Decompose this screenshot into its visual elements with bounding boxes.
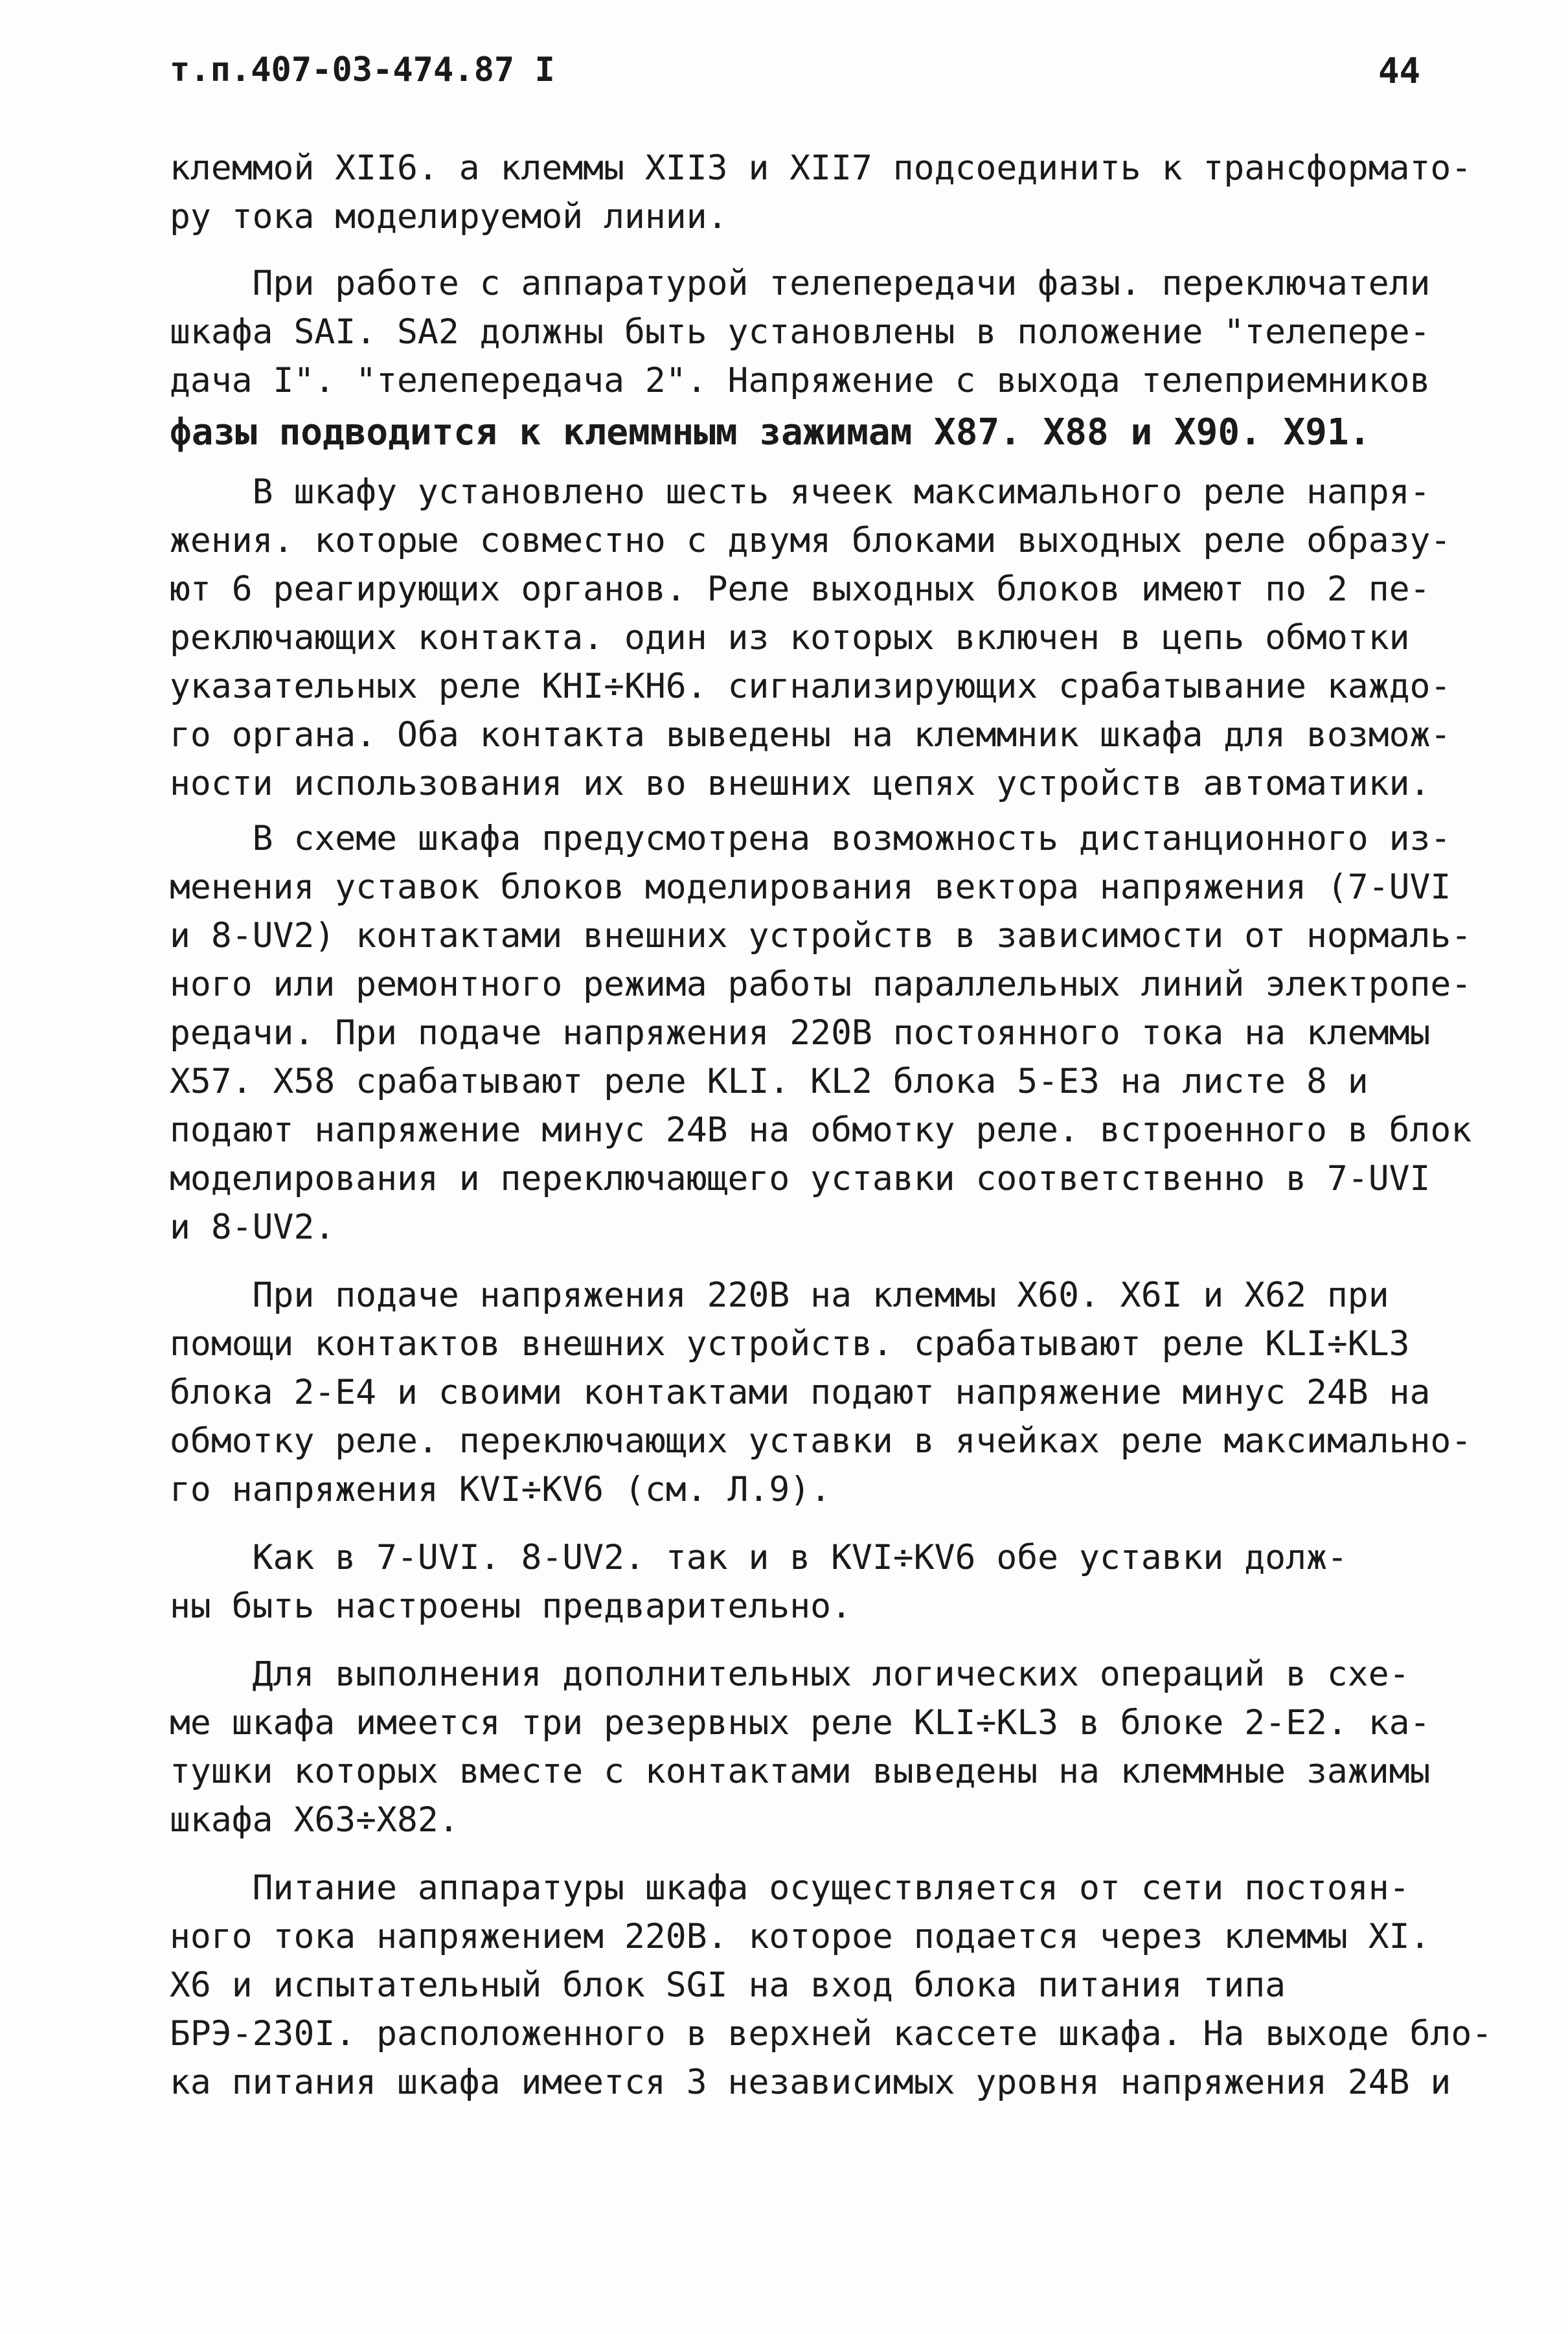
text-line: X57. X58 срабатывают реле KLI. KL2 блока 5-E3 на листе 8 и [170,1062,1369,1101]
text-line: ка питания шкафа имеется 3 независимых уровня напряжения 24В и [170,2063,1451,2102]
text-line: указательных реле KHI÷KH6. сигнализирующих срабатывание каждо- [170,667,1451,706]
text-line: шкафа X63÷X82. [170,1800,459,1840]
text-line: и 8-UV2. [170,1207,335,1247]
document-code: т.п.407-03-474.87 I [170,51,555,89]
text-line: Как в 7-UVI. 8-UV2. так и в KVI÷KV6 обе уставки долж- [170,1538,1348,1577]
text-line: жения. которые совместно с двумя блоками выходных реле образу- [170,521,1451,560]
text-line: клеммой XII6. а клеммы XII3 и XII7 подсоединить к трансформато- [170,148,1472,188]
text-line: редачи. При подаче напряжения 220В постоянного тока на клеммы [170,1013,1431,1053]
text-line: моделирования и переключающего уставки соответственно в 7-UVI [170,1159,1431,1198]
page-number: 44 [1378,51,1421,91]
text-line: го напряжения KVI÷KV6 (см. Л.9). [170,1470,832,1509]
text-line: ного или ремонтного режима работы параллельных линий электропе- [170,965,1472,1004]
text-line: фазы подводится к клеммным зажимам X87. X88 и X90. X91. [170,411,1371,453]
text-line: При подаче напряжения 220В на клеммы X60. X6I и X62 при [170,1276,1389,1315]
text-line: обмотку реле. переключающих уставки в ячейках реле максимально- [170,1421,1472,1461]
text-line: помощи контактов внешних устройств. срабатывают реле KLI÷KL3 [170,1324,1410,1364]
text-line: ру тока моделируемой линии. [170,197,728,236]
text-line: ют 6 реагирующих органов. Реле выходных блоков имеют по 2 пе- [170,569,1431,609]
text-line: подают напряжение минус 24В на обмотку реле. встроенного в блок [170,1110,1472,1150]
text-line: ного тока напряжением 220В. которое подается через клеммы XI. [170,1917,1431,1956]
text-line: ности использования их во внешних цепях устройств автоматики. [170,764,1431,803]
text-line: дача I". "телепередача 2". Напряжение с выхода телеприемников [170,361,1431,400]
text-line: блока 2-E4 и своими контактами подают напряжение минус 24В на [170,1373,1431,1412]
text-line: X6 и испытательный блок SGI на вход блока питания типа [170,1965,1286,2005]
text-line: Для выполнения дополнительных логических операций в схе- [170,1654,1410,1694]
text-line: ме шкафа имеется три резервных реле KLI÷KL3 в блоке 2-E2. ка- [170,1703,1431,1743]
text-line: Питание аппаратуры шкафа осуществляется от сети постоян- [170,1868,1410,1908]
text-line: шкафа SAI. SA2 должны быть установлены в положение "телепере- [170,312,1431,352]
text-line: В шкафу установлено шесть ячеек максимального реле напря- [170,472,1431,512]
text-line: БРЭ-230I. расположенного в верхней кассете шкафа. На выходе бло- [170,2014,1493,2054]
text-line: и 8-UV2) контактами внешних устройств в зависимости от нормаль- [170,916,1472,955]
text-line: реключающих контакта. один из которых включен в цепь обмотки [170,618,1410,658]
text-line: В схеме шкафа предусмотрена возможность дистанционного из- [170,819,1451,858]
text-line: го органа. Оба контакта выведены на клеммник шкафа для возмож- [170,715,1451,755]
text-line: ны быть настроены предварительно. [170,1586,852,1626]
text-line: менения уставок блоков моделирования вектора напряжения (7-UVI [170,867,1451,907]
text-line: тушки которых вместе с контактами выведены на клеммные зажимы [170,1752,1431,1791]
text-line: При работе с аппаратурой телепередачи фазы. переключатели [170,264,1431,303]
